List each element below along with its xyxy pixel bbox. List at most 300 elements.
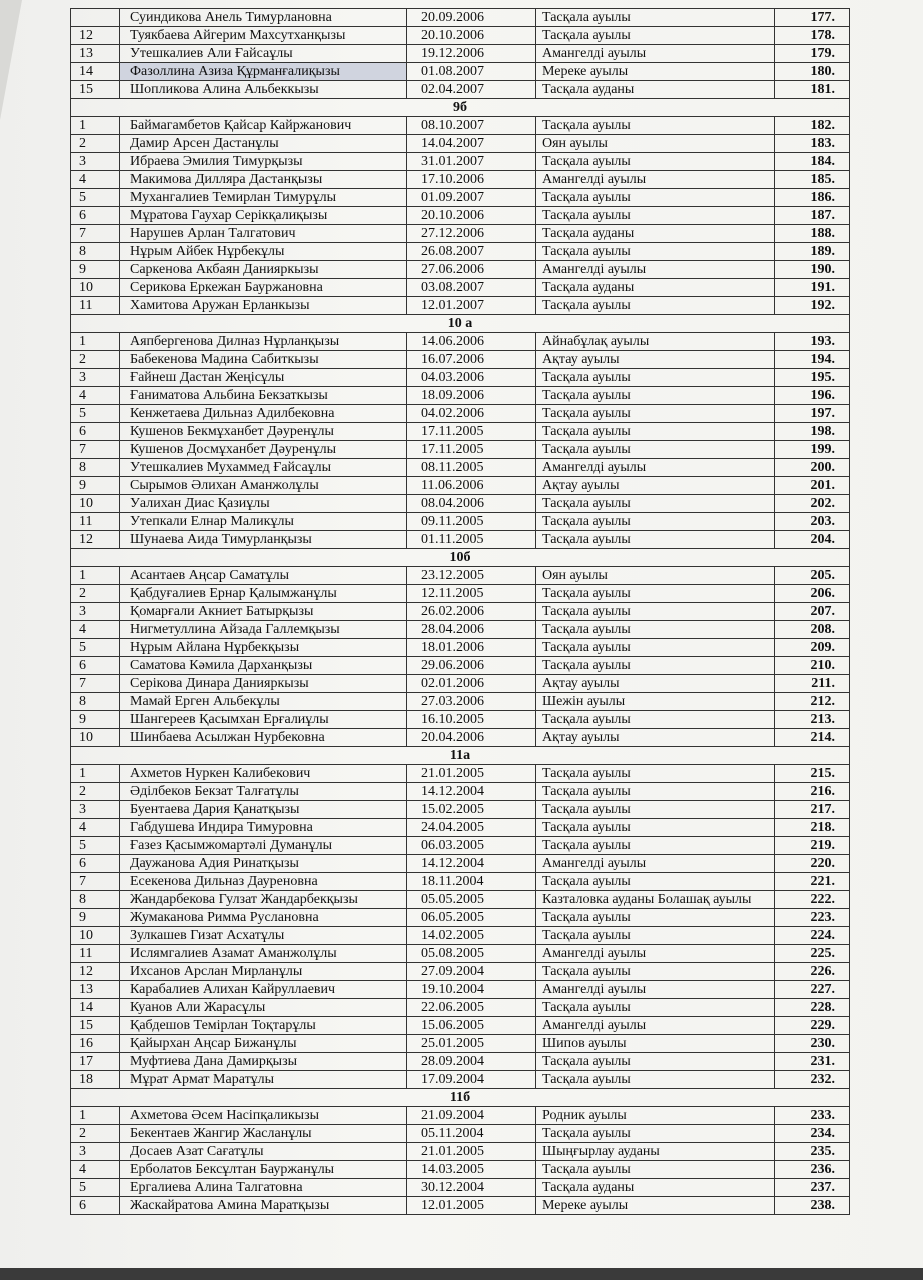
village-cell: Тасқала ауданы [536,81,775,99]
student-row [71,585,850,603]
sequence-number-cell: 196. [775,387,850,405]
village-cell: Тасқала ауданы [536,279,775,297]
sequence-number-cell: 198. [775,423,850,441]
village-cell: Тасқала ауылы [536,513,775,531]
row-number-cell: 7 [71,675,120,693]
birth-date-cell: 01.08.2007 [407,63,536,81]
student-name-cell: Ахметова Әсем Насіпқаликызы [120,1107,407,1125]
sequence-number-cell: 197. [775,405,850,423]
village-cell: Амангелді ауылы [536,981,775,999]
row-number-cell: 8 [71,693,120,711]
student-row [71,927,850,945]
sequence-number-cell: 187. [775,207,850,225]
row-number-cell: 10 [71,729,120,747]
student-name-cell: Нигметуллина Айзада Галлемқызы [120,621,407,639]
village-cell: Амангелді ауылы [536,261,775,279]
village-cell: Тасқала ауылы [536,387,775,405]
row-number-cell: 18 [71,1071,120,1089]
student-name-cell: Қомарғали Акниет Батырқызы [120,603,407,621]
sequence-number-cell: 203. [775,513,850,531]
row-number-cell: 7 [71,225,120,243]
birth-date-cell: 27.03.2006 [407,693,536,711]
village-cell: Оян ауылы [536,567,775,585]
student-row [71,801,850,819]
sequence-number-cell: 182. [775,117,850,135]
student-row [71,513,850,531]
student-list-sheet [70,8,850,1215]
student-row [71,297,850,315]
row-number-cell: 11 [71,297,120,315]
student-row [71,1179,850,1197]
village-cell: Оян ауылы [536,135,775,153]
sequence-number-cell: 199. [775,441,850,459]
village-cell: Тасқала ауылы [536,423,775,441]
birth-date-cell: 24.04.2005 [407,819,536,837]
student-name-cell: Есекенова Дильназ Дауреновна [120,873,407,891]
village-cell: Тасқала ауылы [536,1161,775,1179]
student-name-cell: Буентаева Дария Қанатқызы [120,801,407,819]
student-row [71,729,850,747]
sequence-number-cell: 226. [775,963,850,981]
student-name-cell: Серікова Динара Данияркызы [120,675,407,693]
student-row [71,891,850,909]
class-header-row [71,747,850,765]
birth-date-cell: 02.01.2006 [407,675,536,693]
birth-date-cell: 04.02.2006 [407,405,536,423]
birth-date-cell: 25.01.2005 [407,1035,536,1053]
sequence-number-cell: 231. [775,1053,850,1071]
row-number-cell: 3 [71,153,120,171]
student-name-cell: Мамай Ерген Альбекұлы [120,693,407,711]
sequence-number-cell: 237. [775,1179,850,1197]
row-number-cell: 6 [71,855,120,873]
row-number-cell: 4 [71,387,120,405]
sequence-number-cell: 181. [775,81,850,99]
village-cell: Тасқала ауылы [536,657,775,675]
birth-date-cell: 27.06.2006 [407,261,536,279]
row-number-cell: 12 [71,963,120,981]
student-name-cell: Саркенова Акбаян Данияркызы [120,261,407,279]
sequence-number-cell: 189. [775,243,850,261]
village-cell: Тасқала ауылы [536,207,775,225]
student-row [71,189,850,207]
student-row [71,117,850,135]
birth-date-cell: 18.09.2006 [407,387,536,405]
student-row [71,495,850,513]
sequence-number-cell: 201. [775,477,850,495]
village-cell: Тасқала ауылы [536,837,775,855]
sequence-number-cell: 233. [775,1107,850,1125]
birth-date-cell: 15.06.2005 [407,1017,536,1035]
student-name-cell: Саматова Кәмила Дарханқызы [120,657,407,675]
student-name-cell: Аяпбергенова Дилназ Нұрланқызы [120,333,407,351]
village-cell: Тасқала ауылы [536,117,775,135]
student-name-cell: Дамир Арсен Дастанұлы [120,135,407,153]
birth-date-cell: 05.05.2005 [407,891,536,909]
student-name-cell: Кенжетаева Дильназ Адилбековна [120,405,407,423]
student-row [71,1017,850,1035]
row-number-cell: 2 [71,783,120,801]
village-cell: Тасқала ауылы [536,1071,775,1089]
birth-date-cell: 08.04.2006 [407,495,536,513]
village-cell: Тасқала ауылы [536,27,775,45]
birth-date-cell: 23.12.2005 [407,567,536,585]
birth-date-cell: 17.09.2004 [407,1071,536,1089]
student-row [71,981,850,999]
birth-date-cell: 08.11.2005 [407,459,536,477]
student-row [71,459,850,477]
village-cell: Ақтау ауылы [536,675,775,693]
row-number-cell: 12 [71,27,120,45]
village-cell: Амангелді ауылы [536,945,775,963]
village-cell: Казталовка ауданы Болашақ ауылы [536,891,775,909]
student-row [71,1143,850,1161]
row-number-cell: 12 [71,531,120,549]
birth-date-cell: 20.04.2006 [407,729,536,747]
row-number-cell: 10 [71,279,120,297]
student-name-cell: Шопликова Алина Альбеккызы [120,81,407,99]
sequence-number-cell: 212. [775,693,850,711]
birth-date-cell: 08.10.2007 [407,117,536,135]
row-number-cell: 15 [71,1017,120,1035]
student-row [71,405,850,423]
row-number-cell: 17 [71,1053,120,1071]
class-header-row [71,315,850,333]
student-row [71,1125,850,1143]
sequence-number-cell: 192. [775,297,850,315]
sequence-number-cell: 227. [775,981,850,999]
student-row [71,171,850,189]
village-cell: Амангелді ауылы [536,459,775,477]
birth-date-cell: 28.04.2006 [407,621,536,639]
row-number-cell: 1 [71,117,120,135]
sequence-number-cell: 230. [775,1035,850,1053]
birth-date-cell: 03.08.2007 [407,279,536,297]
folded-corner [0,0,22,120]
birth-date-cell: 22.06.2005 [407,999,536,1017]
row-number-cell: 1 [71,765,120,783]
village-cell: Айнабұлақ ауылы [536,333,775,351]
sequence-number-cell: 190. [775,261,850,279]
student-table [70,8,850,1215]
row-number-cell: 5 [71,1179,120,1197]
sequence-number-cell: 184. [775,153,850,171]
student-row [71,639,850,657]
row-number-cell: 8 [71,459,120,477]
sequence-number-cell: 221. [775,873,850,891]
student-name-cell: Нұрым Айбек Нұрбекұлы [120,243,407,261]
birth-date-cell: 31.01.2007 [407,153,536,171]
student-row [71,1161,850,1179]
student-name-cell: Жаскайратова Амина Маратқызы [120,1197,407,1215]
student-name-cell: Нұрым Айлана Нұрбекқызы [120,639,407,657]
sequence-number-cell: 204. [775,531,850,549]
row-number-cell: 5 [71,189,120,207]
village-cell: Тасқала ауылы [536,999,775,1017]
birth-date-cell: 12.01.2005 [407,1197,536,1215]
student-name-cell: Ахметов Нуркен Калибекович [120,765,407,783]
student-row [71,1053,850,1071]
sequence-number-cell: 186. [775,189,850,207]
birth-date-cell: 26.02.2006 [407,603,536,621]
row-number-cell: 3 [71,369,120,387]
village-cell: Амангелді ауылы [536,1017,775,1035]
student-row [71,567,850,585]
student-name-cell: Сырымов Әлихан Аманжолұлы [120,477,407,495]
village-cell: Тасқала ауылы [536,531,775,549]
student-name-cell: Бекентаев Жангир Жасланұлы [120,1125,407,1143]
row-number-cell: 6 [71,423,120,441]
village-cell: Ақтау ауылы [536,351,775,369]
birth-date-cell: 26.08.2007 [407,243,536,261]
student-row [71,423,850,441]
student-name-cell: Утешкалиев Мухаммед Ғайсаұлы [120,459,407,477]
sequence-number-cell: 213. [775,711,850,729]
student-row [71,1071,850,1089]
row-number-cell: 5 [71,639,120,657]
birth-date-cell: 29.06.2006 [407,657,536,675]
birth-date-cell: 09.11.2005 [407,513,536,531]
row-number-cell: 7 [71,441,120,459]
sequence-number-cell: 178. [775,27,850,45]
birth-date-cell: 16.10.2005 [407,711,536,729]
village-cell: Тасқала ауылы [536,585,775,603]
row-number-cell: 3 [71,801,120,819]
student-row [71,909,850,927]
row-number-cell: 1 [71,1107,120,1125]
sequence-number-cell: 180. [775,63,850,81]
sequence-number-cell: 214. [775,729,850,747]
student-row [71,135,850,153]
row-number-cell: 8 [71,243,120,261]
birth-date-cell: 17.10.2006 [407,171,536,189]
student-name-cell: Ихсанов Арслан Мирланұлы [120,963,407,981]
student-name-cell: Қайырхан Аңсар Бижанұлы [120,1035,407,1053]
row-number-cell: 5 [71,405,120,423]
student-name-cell: Уалихан Диас Қазиұлы [120,495,407,513]
row-number-cell: 4 [71,621,120,639]
sequence-number-cell: 200. [775,459,850,477]
row-number-cell: 6 [71,207,120,225]
sequence-number-cell: 225. [775,945,850,963]
student-name-cell: Серикова Еркежан Бауржановна [120,279,407,297]
sequence-number-cell: 228. [775,999,850,1017]
village-cell: Ақтау ауылы [536,477,775,495]
village-cell: Тасқала ауылы [536,783,775,801]
row-number-cell: 9 [71,711,120,729]
row-number-cell: 16 [71,1035,120,1053]
sequence-number-cell: 217. [775,801,850,819]
student-name-cell: Куанов Али Жарасұлы [120,999,407,1017]
birth-date-cell: 14.12.2004 [407,783,536,801]
student-row [71,369,850,387]
student-name-cell: Баймагамбетов Қайсар Кайржанович [120,117,407,135]
student-row [71,225,850,243]
student-row [71,765,850,783]
sequence-number-cell: 219. [775,837,850,855]
birth-date-cell: 27.09.2004 [407,963,536,981]
sequence-number-cell: 232. [775,1071,850,1089]
student-name-cell: Туякбаева Айгерим Махсутханқызы [120,27,407,45]
village-cell: Тасқала ауылы [536,621,775,639]
sequence-number-cell: 210. [775,657,850,675]
student-row [71,1107,850,1125]
student-row [71,999,850,1017]
row-number-cell: 2 [71,135,120,153]
village-cell: Тасқала ауылы [536,441,775,459]
village-cell: Тасқала ауылы [536,495,775,513]
sequence-number-cell: 236. [775,1161,850,1179]
student-row [71,441,850,459]
class-header-row [71,549,850,567]
student-row [71,63,850,81]
row-number-cell: 1 [71,333,120,351]
sequence-number-cell: 208. [775,621,850,639]
row-number-cell: 6 [71,657,120,675]
village-cell: Тасқала ауылы [536,819,775,837]
student-row [71,675,850,693]
row-number-cell: 3 [71,1143,120,1161]
row-number-cell: 2 [71,585,120,603]
student-row [71,621,850,639]
village-cell: Тасқала ауылы [536,873,775,891]
birth-date-cell: 04.03.2006 [407,369,536,387]
birth-date-cell: 14.03.2005 [407,1161,536,1179]
student-row [71,333,850,351]
student-name-cell: Асантаев Аңсар Саматұлы [120,567,407,585]
student-row [71,81,850,99]
row-number-cell: 11 [71,513,120,531]
class-label: 9б [71,99,850,117]
birth-date-cell: 12.01.2007 [407,297,536,315]
student-row [71,261,850,279]
row-number-cell: 4 [71,819,120,837]
birth-date-cell: 01.09.2007 [407,189,536,207]
row-number-cell: 10 [71,495,120,513]
student-row [71,243,850,261]
student-name-cell: Суиндикова Анель Тимурлановна [120,9,407,27]
student-row [71,711,850,729]
village-cell: Тасқала ауылы [536,1053,775,1071]
birth-date-cell: 15.02.2005 [407,801,536,819]
student-name-cell: Ергалиева Алина Талгатовна [120,1179,407,1197]
student-row [71,153,850,171]
birth-date-cell: 02.04.2007 [407,81,536,99]
student-name-cell: Даужанова Адия Ринатқызы [120,855,407,873]
student-name-cell: Муфтиева Дана Дамирқызы [120,1053,407,1071]
student-name-cell: Мухангалиев Темирлан Тимурұлы [120,189,407,207]
birth-date-cell: 19.12.2006 [407,45,536,63]
birth-date-cell: 30.12.2004 [407,1179,536,1197]
student-name-cell: Утешкалиев Али Ғайсаұлы [120,45,407,63]
sequence-number-cell: 238. [775,1197,850,1215]
student-row [71,603,850,621]
sequence-number-cell: 235. [775,1143,850,1161]
village-cell: Тасқала ауылы [536,909,775,927]
village-cell: Тасқала ауылы [536,153,775,171]
row-number-cell: 14 [71,999,120,1017]
sequence-number-cell: 195. [775,369,850,387]
row-number-cell: 3 [71,603,120,621]
village-cell: Тасқала ауылы [536,189,775,207]
student-row [71,783,850,801]
student-row [71,279,850,297]
birth-date-cell: 21.09.2004 [407,1107,536,1125]
birth-date-cell: 28.09.2004 [407,1053,536,1071]
sequence-number-cell: 234. [775,1125,850,1143]
birth-date-cell: 14.12.2004 [407,855,536,873]
sequence-number-cell: 222. [775,891,850,909]
student-name-cell: Қабдуғалиев Ернар Қалымжанұлы [120,585,407,603]
sequence-number-cell: 205. [775,567,850,585]
row-number-cell: 10 [71,927,120,945]
student-row [71,945,850,963]
row-number-cell: 2 [71,1125,120,1143]
student-row [71,477,850,495]
birth-date-cell: 11.06.2006 [407,477,536,495]
village-cell: Тасқала ауылы [536,9,775,27]
village-cell: Шыңғырлау ауданы [536,1143,775,1161]
sequence-number-cell: 177. [775,9,850,27]
birth-date-cell: 27.12.2006 [407,225,536,243]
village-cell: Тасқала ауылы [536,927,775,945]
student-row [71,855,850,873]
row-number-cell: 15 [71,81,120,99]
village-cell: Тасқала ауылы [536,765,775,783]
row-number-cell [71,9,120,27]
class-header-row [71,99,850,117]
student-row [71,387,850,405]
row-number-cell: 1 [71,567,120,585]
student-name-cell: Бабекенова Мадина Сабиткызы [120,351,407,369]
village-cell: Тасқала ауданы [536,1179,775,1197]
class-label: 10 а [71,315,850,333]
birth-date-cell: 20.10.2006 [407,27,536,45]
village-cell: Мереке ауылы [536,63,775,81]
village-cell: Родник ауылы [536,1107,775,1125]
sequence-number-cell: 220. [775,855,850,873]
birth-date-cell: 21.01.2005 [407,765,536,783]
row-number-cell: 4 [71,171,120,189]
row-number-cell: 4 [71,1161,120,1179]
village-cell: Шежін ауылы [536,693,775,711]
village-cell: Тасқала ауылы [536,639,775,657]
birth-date-cell: 18.11.2004 [407,873,536,891]
student-name-cell: Нарушев Арлан Талгатович [120,225,407,243]
student-name-cell: Ерболатов Бексұлтан Бауржанұлы [120,1161,407,1179]
birth-date-cell: 21.01.2005 [407,1143,536,1161]
sequence-number-cell: 209. [775,639,850,657]
sequence-number-cell: 194. [775,351,850,369]
student-row [71,27,850,45]
student-name-cell: Әділбеков Бекзат Талғатұлы [120,783,407,801]
village-cell: Шипов ауылы [536,1035,775,1053]
village-cell: Тасқала ауылы [536,405,775,423]
village-cell: Амангелді ауылы [536,855,775,873]
student-name-cell: Утепкали Елнар Маликұлы [120,513,407,531]
village-cell: Амангелді ауылы [536,45,775,63]
student-name-cell: Кушенов Досмұханбет Дәуренұлы [120,441,407,459]
class-header-row [71,1089,850,1107]
village-cell: Тасқала ауылы [536,801,775,819]
birth-date-cell: 14.04.2007 [407,135,536,153]
row-number-cell: 9 [71,477,120,495]
birth-date-cell: 20.09.2006 [407,9,536,27]
class-label: 11а [71,747,850,765]
student-table-body [71,9,850,1215]
student-name-cell: Мұрат Армат Маратұлы [120,1071,407,1089]
village-cell: Тасқала ауылы [536,369,775,387]
